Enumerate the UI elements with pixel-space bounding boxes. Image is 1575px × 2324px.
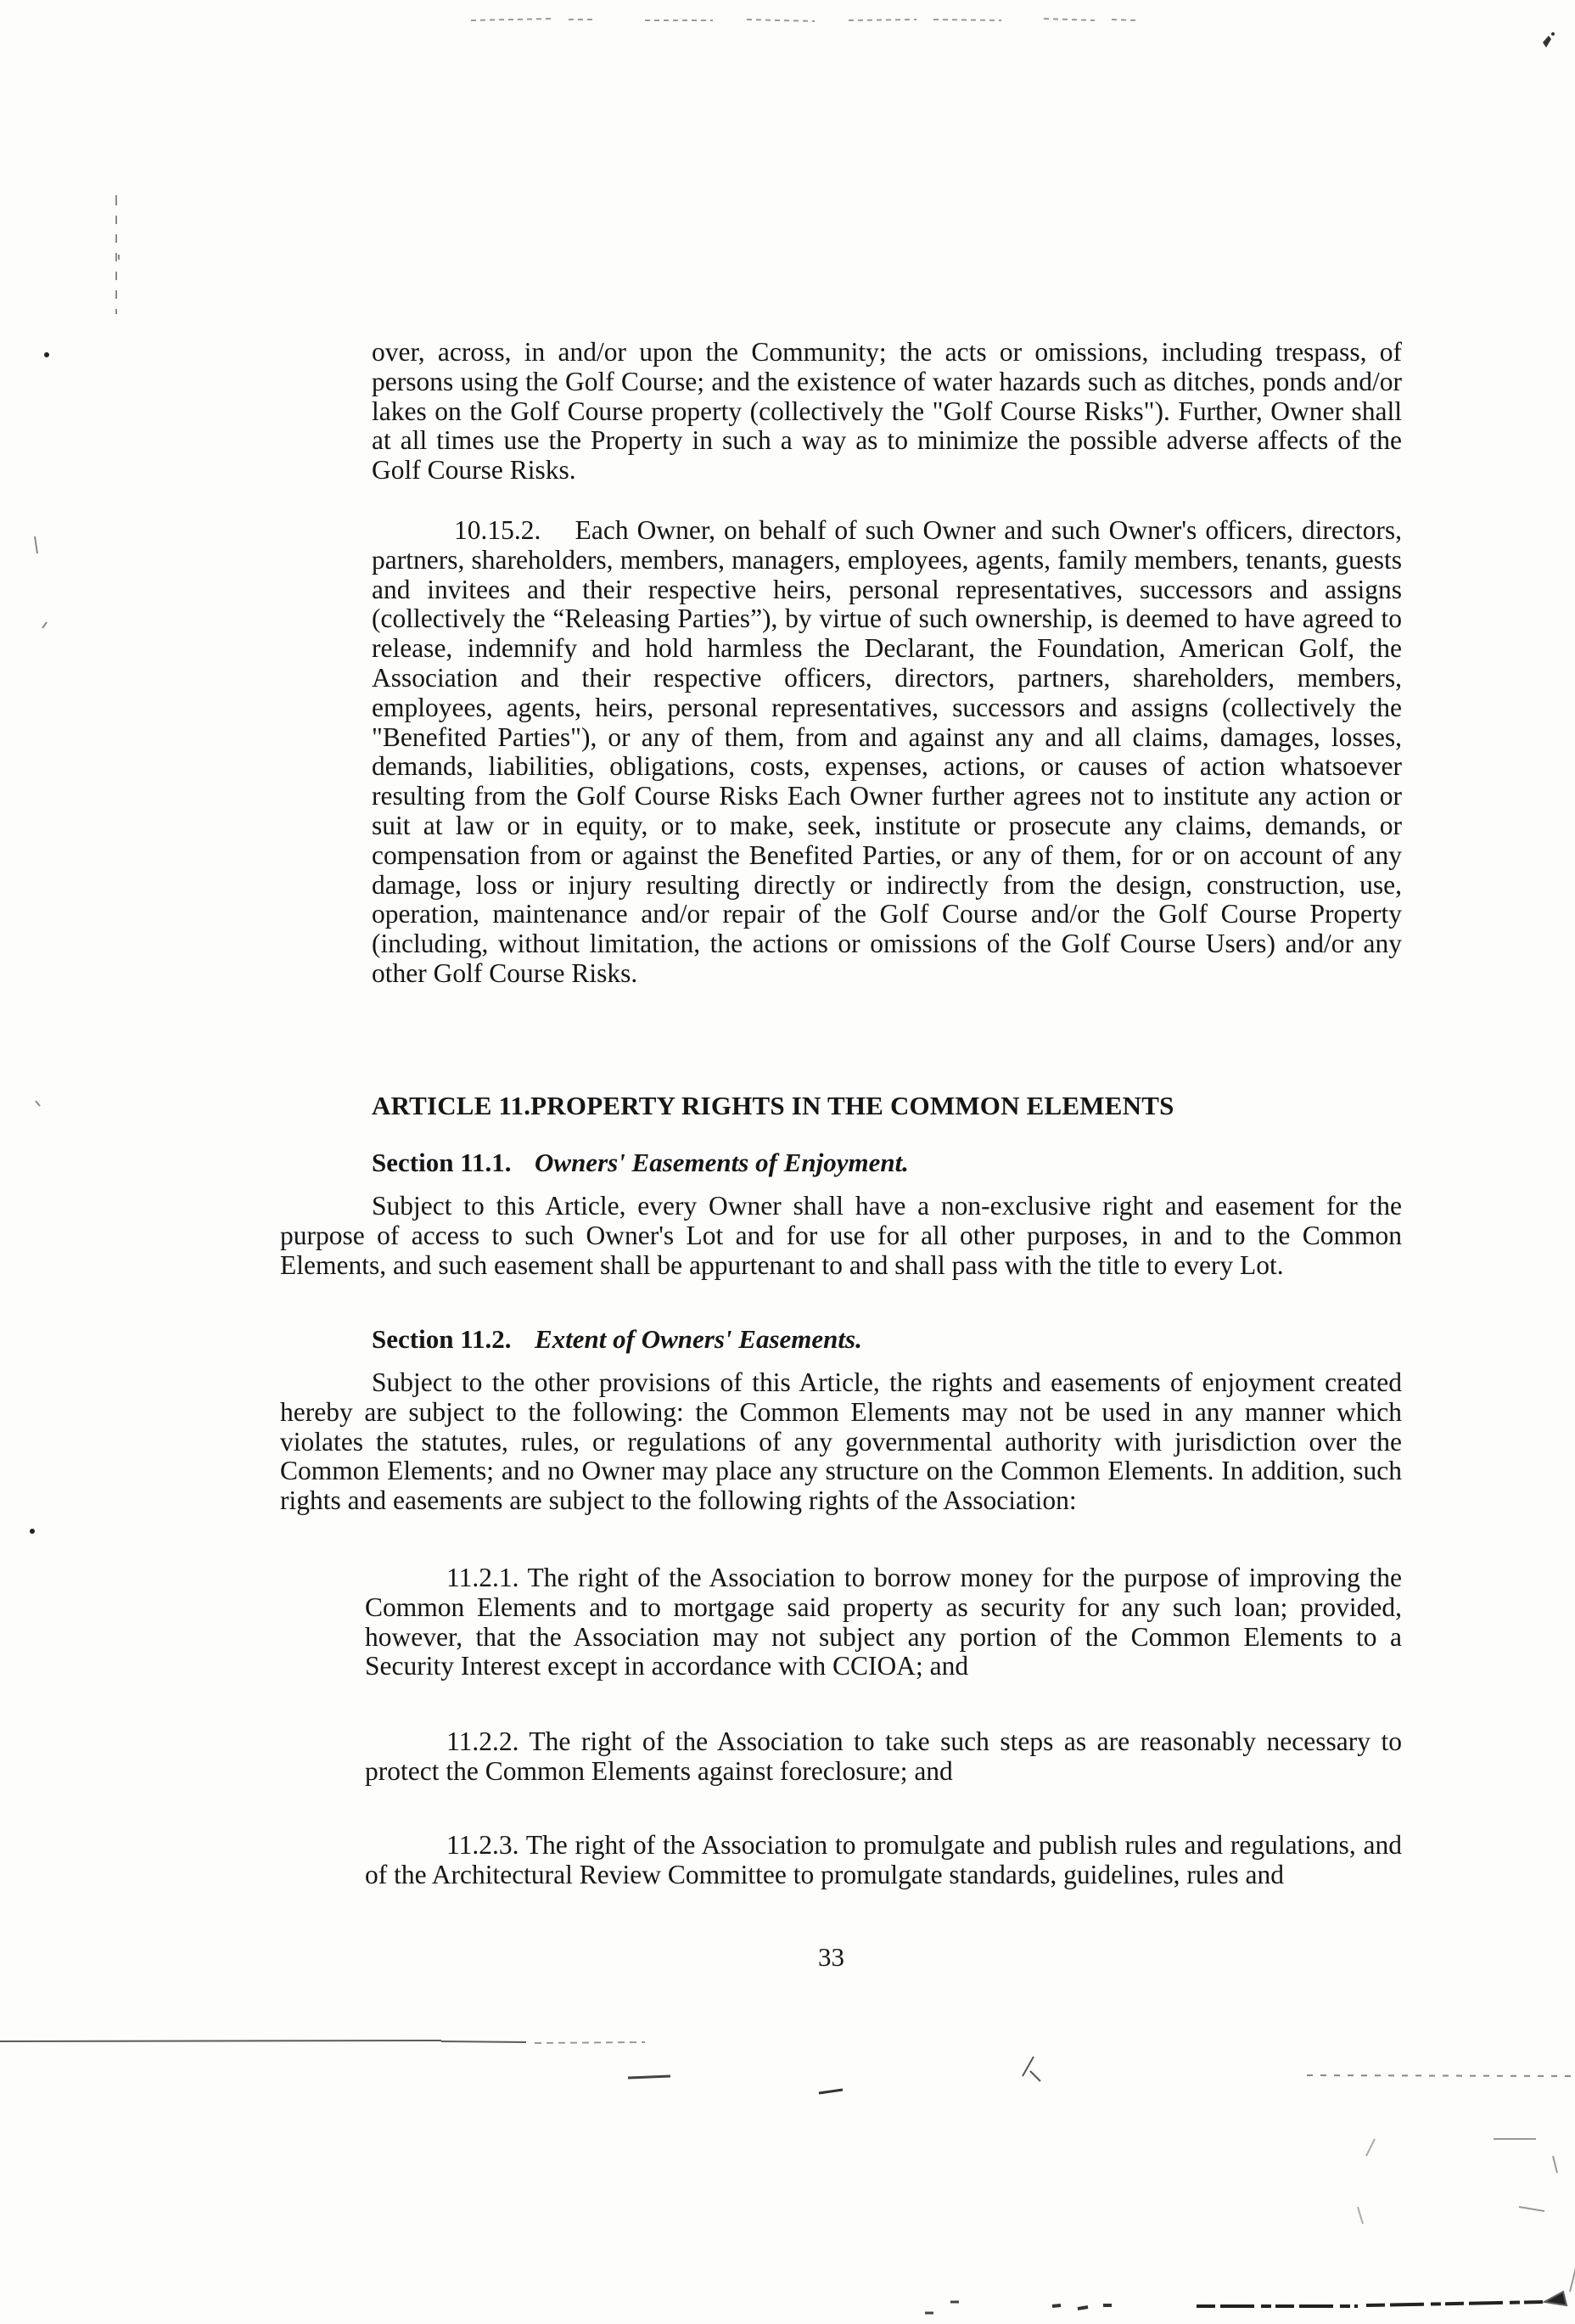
bottom-scan-noise xyxy=(0,2041,1575,2313)
paragraph-section-11-2: Subject to the other provisions of this Article, the rights and easements of enjoyment created hereby are subject to the following: the Common Elements may not be used in any manner which violates the statutes, rules, or regulations of any governmental authority with jurisdiction over the Common Elements; and no Owner may place any structure on the Common Elements. In addition, such rights and easements are subject to the following rights of the Association: xyxy=(280,1367,1402,1516)
page-number: 33 xyxy=(818,1942,844,1972)
paragraph-11-2-2: 11.2.2. The right of the Association to take such steps as are reasonably necessary to protect the Common Elements against foreclosure; and xyxy=(365,1726,1402,1786)
paragraph-10-15-2: 10.15.2. Each Owner, on behalf of such Owner and such Owner's officers, directors, partners, shareholders, members, managers, employees, agents, family members, tenants, guests and invitees and their respective heirs, personal representatives, successors and assigns (collectively the “Releasing Parties”), by virtue of such ownership, is deemed to have agreed to release, indemnify and hold harmless the Declarant, the Foundation, American Golf, the Association and their respective officers, directors, partners, shareholders, members, employees, agents, heirs, personal representatives, successors and assigns (collectively the "Benefited Parties"), or any of them, from and against any and all claims, damages, losses, demands, liabilities, obligations, costs, expenses, actions, or causes of action whatsoever resulting from the Golf Course Risks Each Owner further agrees not to institute any action or suit at law or in equity, or to make, seek, institute or prosecute any claims, demands, or compensation from or against the Benefited Parties, or any of them, for or on account of any damage, loss or injury resulting directly or indirectly from the design, construction, use, operation, maintenance and/or repair of the Golf Course and/or the Golf Course Property (including, without limitation, the actions or omissions of the Golf Course Users) and/or any other Golf Course Risks. xyxy=(372,515,1402,988)
top-edge-noise xyxy=(471,19,1137,21)
section-11-2-title: Extent of Owners' Easements. xyxy=(535,1324,862,1354)
section-11-1-title: Owners' Easements of Enjoyment. xyxy=(535,1148,909,1177)
paragraph-11-2-3: 11.2.3. The right of the Association to promulgate and publish rules and regulations, and of the Architectural Review Committee to promulgate standards, guidelines, rules and xyxy=(365,1830,1402,1889)
article-heading: ARTICLE 11.PROPERTY RIGHTS IN THE COMMON ELEMENTS xyxy=(372,1091,1174,1120)
paragraph-11-2-1: 11.2.1. The right of the Association to borrow money for the purpose of improving the Common Elements and to mortgage said property as security for any such loan; provided, however, that the Association may not subject any portion of the Common Elements to a Security Interest except in accordance with CCIOA; and xyxy=(365,1563,1402,1681)
corner-mark xyxy=(1543,32,1555,48)
paragraph-section-11-1: Subject to this Article, every Owner shall have a non-exclusive right and easement for the purpose of access to such Owner's Lot and for use for all other purposes, in and to the Common Elements, and such easement shall be appurtenant to and shall pass with the title to every Lot. xyxy=(280,1191,1402,1280)
left-margin-dots xyxy=(30,352,49,1534)
section-11-1-label: Section 11.1. xyxy=(372,1148,512,1177)
left-margin-marks xyxy=(35,195,119,1106)
section-11-2-label: Section 11.2. xyxy=(372,1324,512,1354)
paragraph-golf-course-risks: over, across, in and/or upon the Community; the acts or omissions, including trespass, of persons using the Golf Course; and the existence of water hazards such as ditches, ponds and/or lakes on the Golf Course property (collectively the "Golf Course Risks"). Further, Owner shall at all times use the Property in such a way as to minimize the possible adverse affects of the Golf Course Risks. xyxy=(372,337,1402,486)
